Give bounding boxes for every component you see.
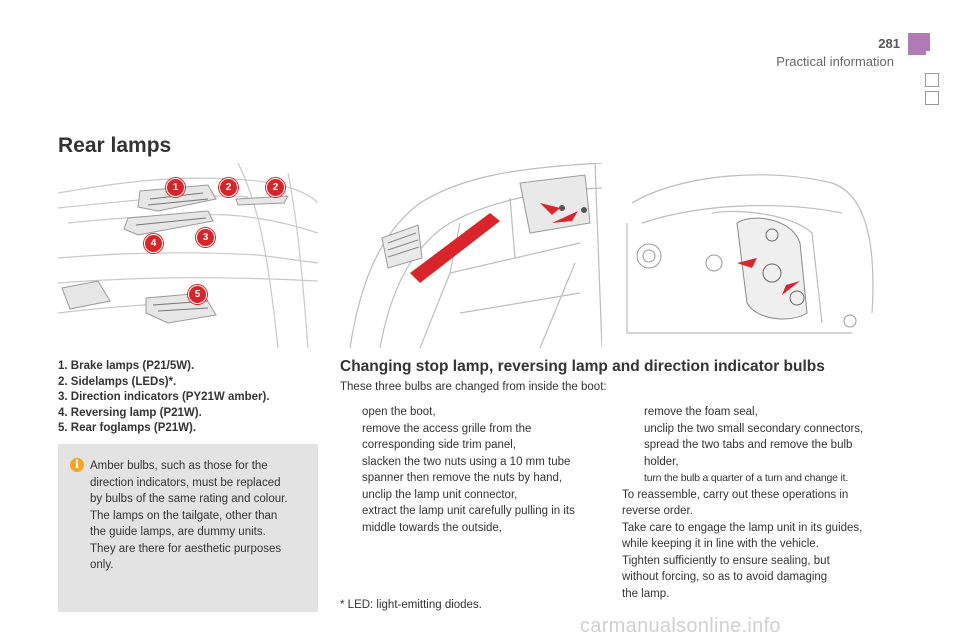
info-line: only. — [90, 559, 114, 571]
engage-paragraph — [622, 520, 892, 553]
reassemble-paragraph — [622, 487, 892, 520]
callout-1: 1 — [166, 178, 185, 197]
para-line: Take care to engage the lamp unit in its guides, — [622, 521, 863, 534]
step-item — [340, 421, 610, 454]
legend-item-5: 5. Rear foglamps (P21W). — [58, 422, 197, 434]
section-intro: These three bulbs are changed from inside the boot: — [340, 381, 607, 393]
callout-4: 4 — [144, 234, 163, 253]
info-line: the guide lamps, are dummy units. — [90, 526, 266, 538]
step-item — [340, 503, 610, 536]
step-text: open the boot, — [362, 406, 436, 418]
page-number: 281 — [878, 36, 900, 51]
para-line: Tighten sufficiently to ensure sealing, but — [622, 554, 830, 567]
step-item — [340, 454, 610, 487]
step-text: remove the foam seal, — [644, 406, 758, 418]
callout-2a: 2 — [219, 178, 238, 197]
step-text: corresponding side trim panel, — [362, 439, 517, 451]
step-text: slacken the two nuts using a 10 mm tube — [362, 455, 571, 468]
nav-box-2 — [925, 91, 939, 105]
section-heading: Changing stop lamp, reversing lamp and direction indicator bulbs — [340, 358, 825, 375]
tighten-paragraph — [622, 553, 892, 603]
legend-item-3: 3. Direction indicators (PY21W amber). — [58, 391, 270, 403]
step-text: unclip the two small secondary connectors, — [644, 422, 864, 435]
section-title: Practical information — [776, 54, 894, 69]
rear-lamps-figure — [58, 163, 318, 348]
step-text: turn the bulb a quarter of a turn and change it. — [644, 472, 849, 484]
step-text: spread the two tabs and remove the bulb — [644, 439, 853, 451]
info-text — [90, 458, 310, 574]
info-line: They are there for aesthetic purposes — [90, 542, 282, 555]
boot-illustration — [340, 163, 602, 348]
callout-3: 3 — [196, 228, 215, 247]
steps-right — [622, 404, 892, 602]
step-item — [622, 404, 892, 421]
footnote: * LED: light-emitting diodes. — [340, 599, 482, 611]
para-line: To reassemble, carry out these operations in — [622, 488, 849, 501]
page-title: Rear lamps — [58, 134, 172, 157]
callout-5: 5 — [188, 285, 207, 304]
steps-left — [340, 404, 610, 536]
step-text: middle towards the outside, — [362, 521, 502, 534]
step-text: extract the lamp unit carefully pulling in its — [362, 505, 575, 517]
legend-item-4: 4. Reversing lamp (P21W). — [58, 406, 202, 419]
lamp-unit-figure — [622, 163, 880, 348]
step-text: spanner then remove the nuts by hand, — [362, 472, 563, 484]
boot-interior-figure — [340, 163, 602, 348]
step-item — [340, 487, 610, 504]
step-item — [622, 437, 892, 470]
step-item — [340, 404, 610, 421]
step-text: holder, — [644, 455, 679, 468]
step-text: unclip the lamp unit connector, — [362, 488, 518, 501]
para-line: without forcing, so as to avoid damaging — [622, 571, 828, 583]
legend-item-2: 2. Sidelamps (LEDs)*. — [58, 375, 177, 388]
watermark: carmanualsonline.info — [580, 615, 781, 637]
lamp-legend — [58, 359, 270, 437]
step-item — [622, 421, 892, 438]
info-icon: i — [70, 458, 84, 472]
legend-item-1: 1. Brake lamps (P21/5W). — [58, 360, 195, 372]
step-text: remove the access grille from the — [362, 422, 532, 435]
info-line: direction indicators, must be replaced — [90, 476, 281, 489]
para-line: reverse order. — [622, 505, 693, 517]
nav-box-1 — [925, 73, 939, 87]
lamp-unit-illustration — [622, 163, 880, 348]
info-line: Amber bulbs, such as those for the — [90, 460, 268, 472]
info-line: The lamps on the tailgate, other than — [90, 509, 278, 522]
info-line: by bulbs of the same rating and colour. — [90, 493, 288, 505]
callout-2b: 2 — [266, 178, 285, 197]
para-line: the lamp. — [622, 587, 670, 600]
step-item — [622, 470, 892, 487]
section-tab-marker — [926, 51, 931, 56]
para-line: while keeping it in line with the vehicle. — [622, 538, 819, 550]
